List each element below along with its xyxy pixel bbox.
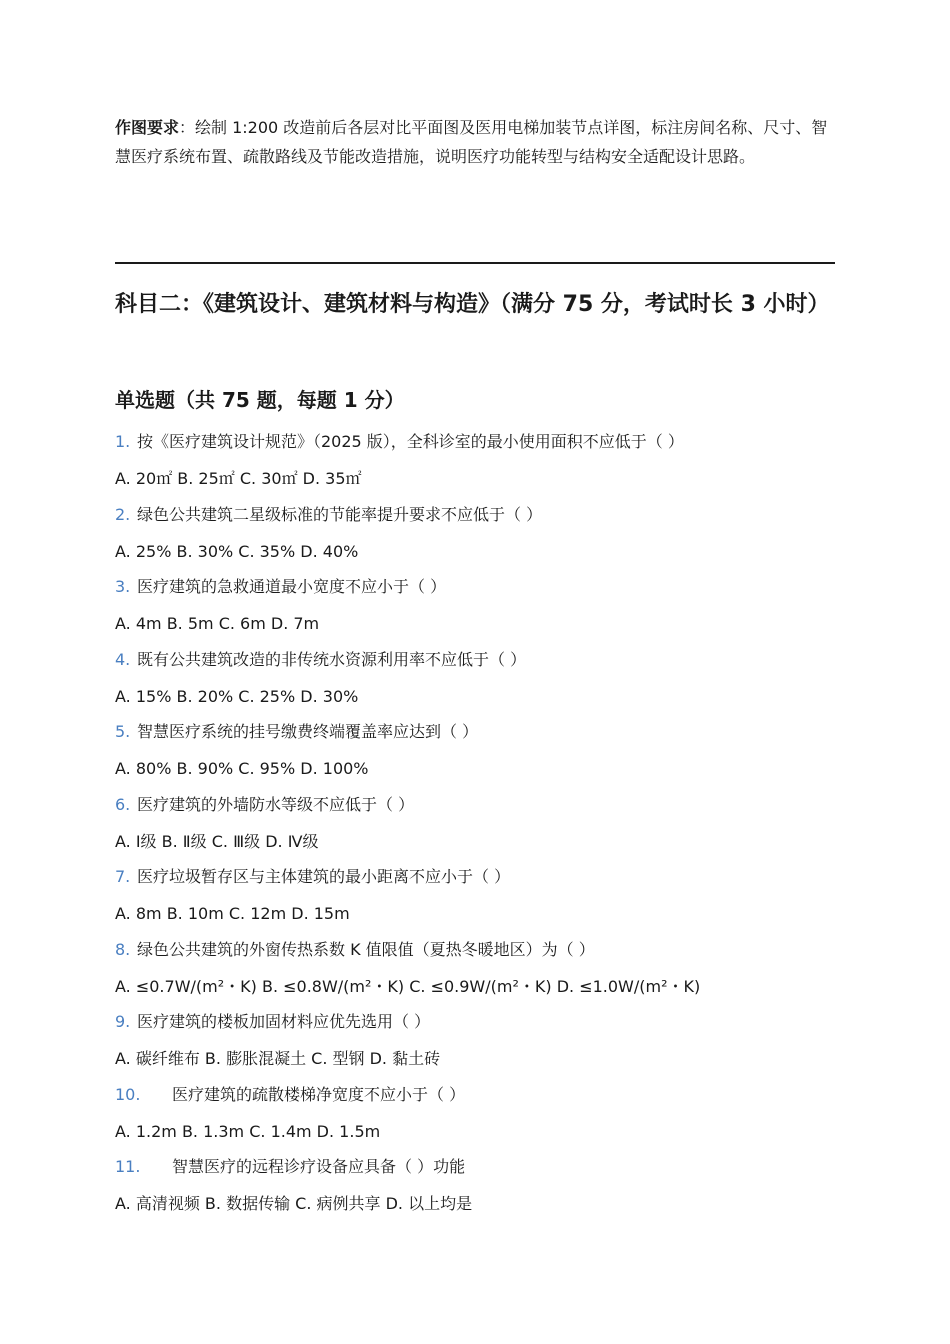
question-text: 医疗建筑的疏散楼梯净宽度不应小于（ ） bbox=[172, 1084, 466, 1104]
question-options: A. 80% B. 90% C. 95% D. 100% bbox=[115, 759, 369, 778]
question-number: 2. bbox=[115, 504, 131, 524]
question-number: 5. bbox=[115, 722, 131, 741]
question-options: A. 8m B. 10m C. 12m D. 15m bbox=[115, 904, 350, 923]
question-text: 医疗建筑的急救通道最小宽度不应小于（ ） bbox=[137, 577, 447, 596]
question-stem bbox=[115, 788, 414, 822]
question-stem bbox=[115, 1078, 465, 1112]
drawing-requirements bbox=[115, 113, 835, 171]
question-options: A. 20㎡ B. 25㎡ C. 30㎡ D. 35㎡ bbox=[115, 469, 362, 488]
question-options: A. 25% B. 30% C. 35% D. 40% bbox=[115, 541, 359, 561]
subject-title: 科目二：《建筑设计、建筑材料与构造》（满分 75 分，考试时长 3 小时） bbox=[115, 292, 830, 317]
question-options: A. Ⅰ级 B. Ⅱ级 C. Ⅲ级 D. Ⅳ级 bbox=[115, 831, 319, 851]
question-text: 既有公共建筑改造的非传统水资源利用率不应低于（ ） bbox=[137, 649, 527, 669]
question-text: 智慧医疗系统的挂号缴费终端覆盖率应达到（ ） bbox=[137, 722, 479, 741]
question-options: A. ≤0.7W/(m²・K) B. ≤0.8W/(m²・K) C. ≤0.9W/(m²・K) D. ≤1.0W/(m²・K) bbox=[115, 976, 701, 996]
question-item bbox=[115, 1150, 835, 1223]
question-number: 8. bbox=[115, 939, 131, 959]
question-item bbox=[115, 425, 835, 498]
question-item bbox=[115, 1005, 835, 1078]
question-stem bbox=[115, 643, 526, 677]
question-text: 按《医疗建筑设计规范》（2025 版），全科诊室的最小使用面积不应低于（ ） bbox=[137, 432, 684, 451]
question-item bbox=[115, 643, 835, 716]
question-stem bbox=[115, 570, 446, 604]
question-item bbox=[115, 788, 835, 861]
drawing-requirements-label: 作图要求 bbox=[115, 118, 180, 137]
question-text: 医疗建筑的楼板加固材料应优先选用（ ） bbox=[137, 1012, 431, 1031]
question-stem bbox=[115, 860, 510, 894]
question-item bbox=[115, 498, 835, 571]
question-number: 3. bbox=[115, 577, 131, 596]
question-text: 医疗垃圾暂存区与主体建筑的最小距离不应小于（ ） bbox=[137, 867, 511, 886]
question-stem bbox=[115, 498, 542, 532]
question-text: 绿色公共建筑的外窗传热系数 K 值限值（夏热冬暖地区）为（ ） bbox=[137, 939, 595, 959]
question-stem bbox=[115, 715, 478, 749]
question-stem bbox=[115, 1150, 465, 1184]
question-options: A. 碳纤维布 B. 膨胀混凝土 C. 型钢 D. 黏土砖 bbox=[115, 1049, 441, 1068]
section-title: 单选题（共 75 题，每题 1 分） bbox=[115, 388, 405, 412]
question-item bbox=[115, 860, 835, 933]
question-options: A. 4m B. 5m C. 6m D. 7m bbox=[115, 614, 320, 633]
question-item bbox=[115, 1078, 835, 1151]
question-options: A. 高清视频 B. 数据传输 C. 病例共享 D. 以上均是 bbox=[115, 1194, 473, 1213]
question-stem bbox=[115, 1005, 430, 1039]
question-stem bbox=[115, 425, 684, 459]
question-number: 6. bbox=[115, 794, 131, 814]
question-options: A. 1.2m B. 1.3m C. 1.4m D. 1.5m bbox=[115, 1121, 381, 1141]
question-item bbox=[115, 715, 835, 788]
question-number: 10. bbox=[115, 1084, 141, 1104]
question-stem bbox=[115, 933, 595, 967]
section-divider bbox=[115, 262, 835, 264]
question-number: 7. bbox=[115, 867, 131, 886]
question-text: 绿色公共建筑二星级标准的节能率提升要求不应低于（ ） bbox=[137, 504, 543, 524]
question-item bbox=[115, 933, 835, 1006]
question-number: 1. bbox=[115, 432, 131, 451]
question-options: A. 15% B. 20% C. 25% D. 30% bbox=[115, 686, 359, 706]
question-number: 4. bbox=[115, 649, 131, 669]
question-item bbox=[115, 570, 835, 643]
drawing-requirements-text: ：绘制 1:200 改造前后各层对比平面图及医用电梯加装节点详图，标注房间名称、尺寸、智慧医疗系统布置、疏散路线及节能改造措施，说明医疗功能转型与结构安全适配设计思路。 bbox=[115, 118, 828, 166]
question-number: 9. bbox=[115, 1012, 131, 1031]
question-number: 11. bbox=[115, 1157, 141, 1176]
question-text: 医疗建筑的外墙防水等级不应低于（ ） bbox=[137, 794, 415, 814]
question-list bbox=[115, 425, 835, 1223]
question-text: 智慧医疗的远程诊疗设备应具备（ ）功能 bbox=[172, 1157, 466, 1176]
